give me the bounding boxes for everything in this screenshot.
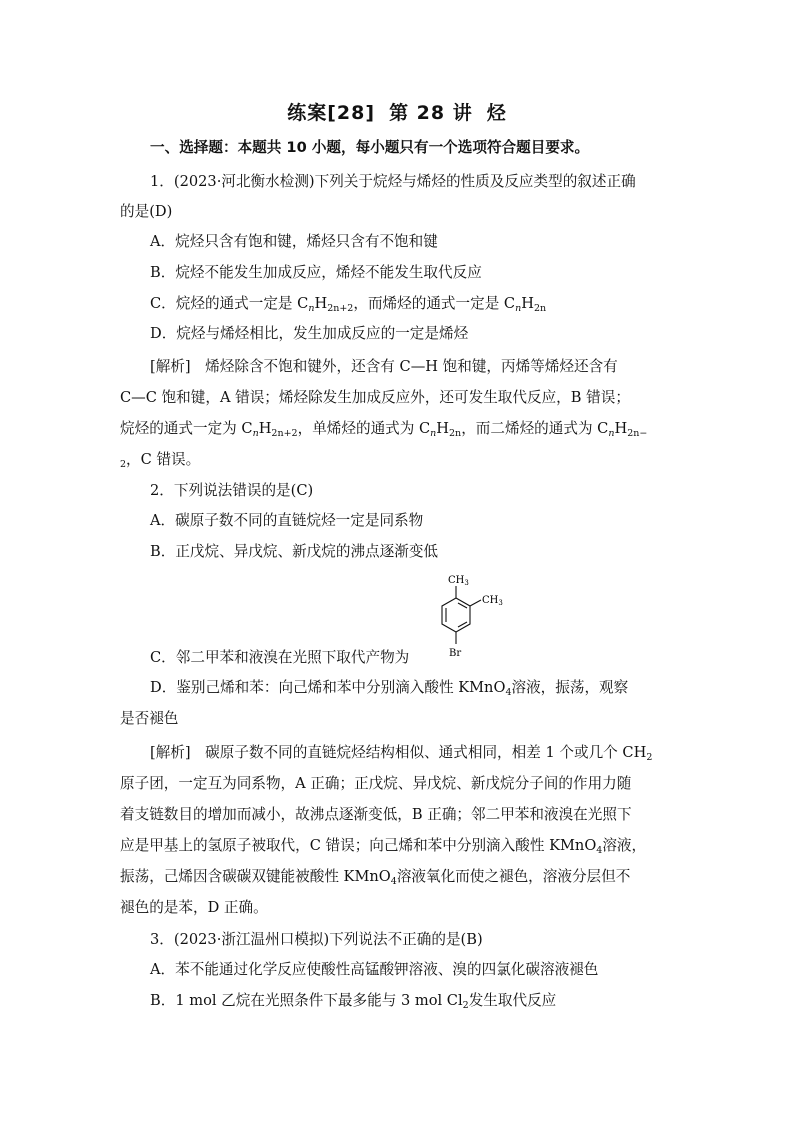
q2-explanation-line5: 振荡，己烯因含碳碳双键能被酸性 KMnO$_4$溶液氧化而使之褪色，溶液分层但不: [120, 868, 631, 887]
q2-explanation-line3: 着支链数目的增加而减小，故沸点逐渐变低，B 正确；邻二甲苯和液溴在光照下: [120, 806, 632, 823]
q2-option-c: C．邻二甲苯和液溴在光照下取代产物为: [150, 649, 410, 666]
q3-option-a: A．苯不能通过化学反应使酸性高锰酸钾溶液、溴的四氯化碳溶液褪色: [150, 961, 599, 978]
q2-explanation-line2: 原子团，一定互为同系物，A 正确；正戊烷、异戊烷、新戊烷分子间的作用力随: [120, 775, 632, 792]
q2-option-d-line2: 是否褪色: [120, 710, 179, 727]
q1-explanation-line2: C—C 饱和键，A 错误；烯烃除发生加成反应外，还可发生取代反应，B 错误；: [120, 389, 630, 406]
methyl-label-2: $CH_3$: [482, 595, 503, 607]
q2-explanation-line4: 应是甲基上的氢原子被取代，C 错误；向己烯和苯中分别滴入酸性 KMnO$_4$溶液，: [120, 837, 647, 856]
q2-stem: 2．下列说法错误的是(C): [150, 482, 314, 499]
methyl-label-1: $CH_3$: [448, 575, 469, 587]
q2-explanation-line6: 褪色的是苯，D 正确。: [120, 899, 268, 916]
q3-stem: 3．(2023·浙江温州口模拟)下列说法不正确的是(B): [150, 931, 483, 948]
bromo-label: Br: [449, 648, 462, 659]
q2-explanation-line1: [解析] 碳原子数不同的直链烷烃结构相似、通式相同，相差 1 个或几个 $CH_2$: [150, 744, 653, 763]
q3-option-b: B．1 mol 乙烷在光照条件下最多能与 3 mol $Cl_2$发生取代反应: [150, 992, 557, 1011]
q1-option-c: C．烷烃的通式一定是 $C_nH_{2n+2}$，而烯烃的通式一定是 $C_nH_{2n}$: [150, 295, 547, 314]
q2-option-d-line1: D．鉴别己烯和苯：向己烯和苯中分别滴入酸性 KMnO$_4$溶液，振荡，观察: [150, 679, 629, 698]
q2-option-b: B．正戊烷、异戊烷、新戊烷的沸点逐渐变低: [150, 543, 439, 560]
q1-explanation-line1: [解析] 烯烃除含不饱和键外，还含有 C—H 饱和键，丙烯等烯烃还含有: [150, 358, 618, 375]
q2-option-a: A．碳原子数不同的直链烷烃一定是同系物: [150, 512, 424, 529]
q1-option-b: B．烷烃不能发生加成反应，烯烃不能发生取代反应: [150, 264, 482, 281]
bromo-dimethylbenzene-structure: [436, 572, 508, 664]
q1-explanation-line4: $_2$，C 错误。: [120, 451, 201, 470]
q1-explanation-line3: 烷烃的通式一定为 $C_nH_{2n+2}$，单烯烃的通式为 $C_nH_{2n}$，而二烯烃的通式为 $C_nH_{2n-}$: [120, 420, 648, 439]
q1-stem-line2: 的是(D): [120, 203, 173, 220]
q1-option-a: A．烷烃只含有饱和键，烯烃只含有不饱和键: [150, 233, 438, 250]
section-heading: 一、选择题：本题共 10 小题，每小题只有一个选项符合题目要求。: [150, 139, 590, 156]
q1-stem-line1: 1．(2023·河北衡水检测)下列关于烷烃与烯烃的性质及反应类型的叙述正确: [150, 173, 636, 190]
page-title: 练案[28] 第 28 讲 烃: [287, 102, 507, 124]
q1-option-d: D．烷烃与烯烃相比，发生加成反应的一定是烯烃: [150, 325, 469, 342]
